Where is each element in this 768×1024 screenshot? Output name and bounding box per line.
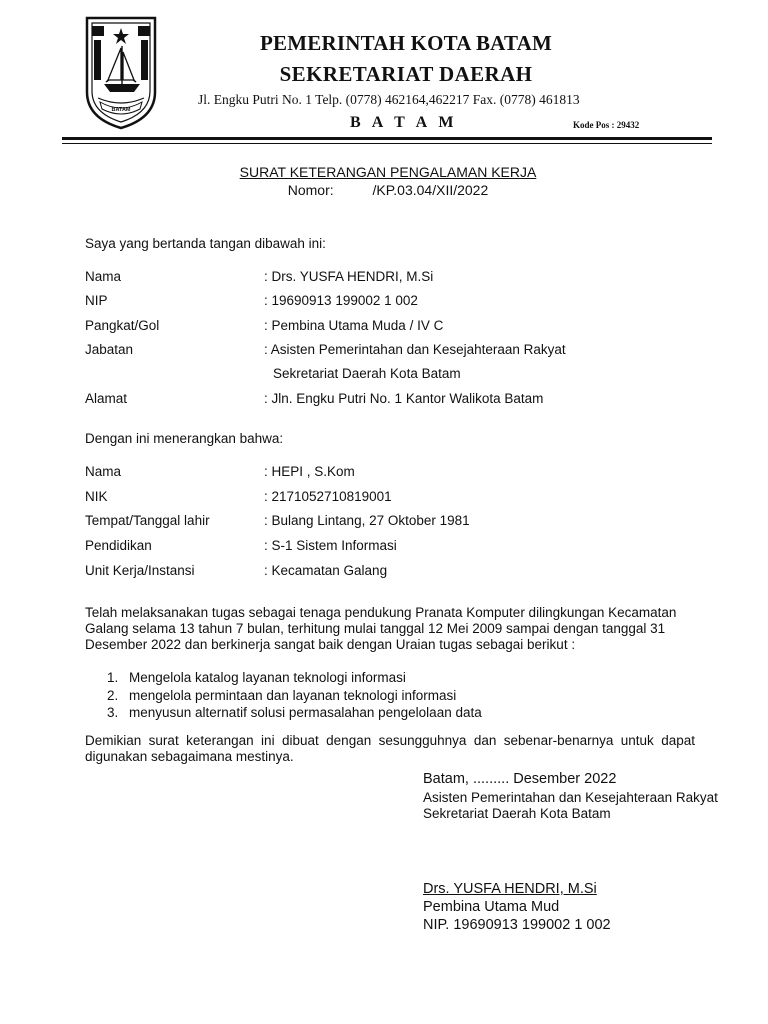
intro-text: Saya yang bertanda tangan dibawah ini: (85, 236, 326, 251)
employee-label: Unit Kerja/Instansi (85, 563, 195, 578)
letterhead-divider-thin (62, 143, 712, 144)
signatory-value: : 19690913 199002 1 002 (264, 293, 418, 308)
body-paragraph: Telah melaksanakan tugas sebagai tenaga pendukung Pranata Komputer dilingkungan Kecamatan Galang selama 13 tahun 7 bulan, terhitung mulai tanggal 12 Mei 2009 sampai dengan tanggal 31 Desember 2022 dan berkinerja sangat baik dengan Uraian tugas sebagai berikut : (85, 605, 677, 652)
signatory-label: Nama (85, 269, 122, 284)
list-item-number: 3. (107, 705, 119, 720)
list-item (107, 687, 482, 705)
logo-text: BATAM (111, 107, 131, 113)
signature-position: Asisten Pemerintahan dan Kesejahteraan Rakyat (423, 790, 718, 805)
employee-value: : 2171052710819001 (264, 489, 392, 504)
list-item-number: 1. (107, 670, 119, 685)
signatory-value: : Pembina Utama Muda / IV C (264, 318, 444, 333)
signature-rank: Pembina Utama Mud (423, 899, 560, 915)
office-address: Jl. Engku Putri No. 1 Telp. (0778) 462164,462217 Fax. (0778) 461813 (198, 92, 580, 107)
employee-label: NIK (85, 489, 108, 504)
employee-value: : S-1 Sistem Informasi (264, 538, 397, 553)
postal-code: Kode Pos : 29432 (573, 120, 640, 130)
signatory-value: : Drs. YUSFA HENDRI, M.Si (264, 269, 434, 284)
signatory-value: : Jln. Engku Putri No. 1 Kantor Walikota Batam (264, 391, 544, 406)
employee-value: : Bulang Lintang, 27 Oktober 1981 (264, 513, 470, 528)
office-name: SEKRETARIAT DAERAH (279, 62, 533, 86)
duties-list (107, 669, 482, 722)
signature-name: Drs. YUSFA HENDRI, M.Si (423, 881, 597, 897)
office-city: B A T A M (350, 114, 458, 131)
signatory-label: Jabatan (85, 342, 134, 357)
employee-label: Nama (85, 464, 122, 479)
employee-value: : HEPI , S.Kom (264, 464, 355, 479)
government-name: PEMERINTAH KOTA BATAM (260, 31, 552, 55)
signatory-value: : Asisten Pemerintahan dan Kesejahteraan Rakyat (264, 342, 566, 357)
batam-emblem-logo (84, 14, 158, 130)
declare-text: Dengan ini menerangkan bahwa: (85, 431, 284, 446)
signatory-label: Pangkat/Gol (85, 318, 160, 333)
signature-nip: NIP. 19690913 199002 1 002 (423, 917, 611, 933)
signatory-label: Alamat (85, 391, 128, 406)
signature-office: Sekretariat Daerah Kota Batam (423, 806, 611, 821)
signature-place-date: Batam, ......... Desember 2022 (423, 771, 617, 787)
list-item (107, 704, 482, 722)
document-title: SURAT KETERANGAN PENGALAMAN KERJA (239, 164, 537, 180)
list-item-text: menyusun alternatif solusi permasalahan pengelolaan data (129, 705, 482, 720)
list-item-text: mengelola permintaan dan layanan teknologi informasi (129, 687, 457, 703)
list-item-text: Mengelola katalog layanan teknologi informasi (129, 670, 406, 685)
employee-label: Tempat/Tanggal lahir (85, 513, 210, 528)
employee-label: Pendidikan (85, 538, 152, 553)
document-number: Nomor: /KP.03.04/XII/2022 (287, 182, 489, 198)
signatory-label: NIP (85, 293, 108, 308)
closing-paragraph: Demikian surat keterangan ini dibuat dengan sesungguhnya dan sebenar-benarnya untuk dapat digunakan sebagaimana mestinya. (85, 733, 695, 764)
letterhead-divider-thick (62, 137, 712, 140)
list-item (107, 669, 482, 687)
list-item-number: 2. (107, 687, 119, 703)
employee-value: : Kecamatan Galang (264, 563, 388, 578)
signatory-value: Sekretariat Daerah Kota Batam (273, 366, 461, 381)
